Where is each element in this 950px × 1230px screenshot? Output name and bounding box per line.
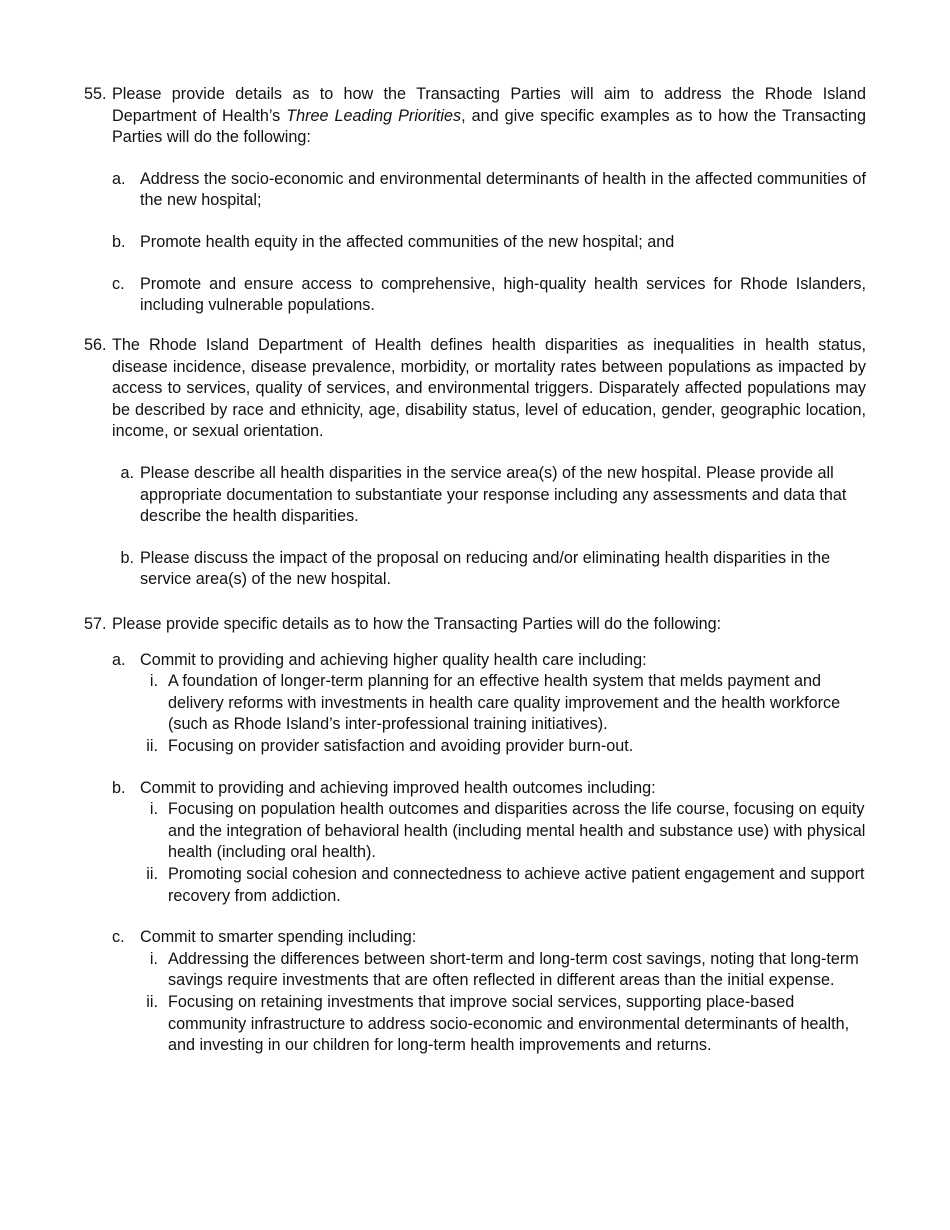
roman-item-text: Promoting social cohesion and connectedness to achieve active patient engagement and support recovery from addiction. xyxy=(168,864,865,905)
roman-numeral: ii. xyxy=(146,864,158,883)
sub-item-letter: c. xyxy=(112,274,125,293)
roman-item xyxy=(146,864,866,907)
sub-item xyxy=(112,548,866,591)
sub-item-letter: b. xyxy=(120,548,134,567)
question-number: 57. xyxy=(84,615,107,633)
question-55 xyxy=(84,84,866,317)
sub-item xyxy=(112,650,866,672)
sub-item-letter: a. xyxy=(112,169,126,188)
sub-item-letter: c. xyxy=(112,928,125,947)
question-number: 56. xyxy=(84,336,107,354)
sub-item xyxy=(112,169,866,212)
sub-item-text: Commit to providing and achieving higher quality health care including: xyxy=(140,650,647,669)
question-text-part: Please provide details as to how the Transacting Parties will aim to address the Rhode Island Department of Health’s xyxy=(112,85,866,125)
question-57 xyxy=(84,614,866,1057)
sub-item-letter: a. xyxy=(112,650,126,669)
roman-item-text: Focusing on population health outcomes and disparities across the life course, focusing on equity and the integration of behavioral health (including mental health and substance use) with physical health (including oral health). xyxy=(168,800,866,862)
sub-item xyxy=(112,778,866,800)
roman-item xyxy=(149,949,866,992)
roman-item xyxy=(146,992,866,1057)
question-text: The Rhode Island Department of Health defines health disparities as inequalities in health status, disease incidence, disease prevalence, morbidity, or mortality rates between populations as impacted by access to services, quality of services, and environmental triggers. Disparately affected populations may be described by race and ethnicity, age, disability status, level of education, gender, geographic location, income, or sexual orientation. xyxy=(112,336,866,441)
roman-numeral: ii. xyxy=(146,736,158,755)
sub-item xyxy=(112,463,866,528)
sub-item-letter: a. xyxy=(120,463,134,482)
roman-item xyxy=(146,736,866,758)
roman-numeral: i. xyxy=(149,800,158,819)
sub-item xyxy=(112,274,866,317)
roman-item xyxy=(149,671,866,736)
sub-item-letter: b. xyxy=(112,778,126,797)
question-text xyxy=(112,84,866,149)
italic-title: Three Leading Priorities xyxy=(286,106,462,125)
roman-item-text: Focusing on retaining investments that improve social services, supporting place-based community infrastructure to address socio-economic and environmental determinants of health, and investing in our children for long-term health improvements and returns. xyxy=(168,992,850,1055)
sub-item-text: Please discuss the impact of the proposal on reducing and/or eliminating health disparities in the service area(s) of the new hospital. xyxy=(140,548,831,589)
sub-item xyxy=(112,927,866,949)
question-text-part: , and give specific examples as to how the Transacting Parties will do the following: xyxy=(112,106,866,147)
roman-numeral: i. xyxy=(149,949,158,968)
sub-item-text: Promote and ensure access to comprehensive, high-quality health services for Rhode Islanders, including vulnerable populations. xyxy=(140,274,866,315)
question-56 xyxy=(84,335,866,591)
roman-item xyxy=(149,799,866,864)
question-number: 55. xyxy=(84,85,107,103)
sub-item-letter: b. xyxy=(112,232,126,251)
roman-numeral: i. xyxy=(149,672,158,691)
sub-item-text: Commit to providing and achieving improved health outcomes including: xyxy=(140,778,656,797)
roman-item-text: Focusing on provider satisfaction and avoiding provider burn-out. xyxy=(168,736,634,755)
roman-item-text: Addressing the differences between short-term and long-term cost savings, noting that long-term savings require investments that are often reflected in different areas than the initial expense. xyxy=(168,949,859,990)
roman-item-text: A foundation of longer-term planning for an effective health system that melds payment and delivery reforms with investments in health care quality improvement and the health workforce (such as Rhode Island’s inter-professional training initiatives). xyxy=(168,672,841,734)
sub-item-text: Promote health equity in the affected communities of the new hospital; and xyxy=(140,232,675,251)
roman-numeral: ii. xyxy=(146,992,158,1011)
sub-item xyxy=(112,232,866,254)
sub-item-text: Please describe all health disparities in the service area(s) of the new hospital. Please provide all appropriate documentation to substantiate your response including any assessments and data that describe the health disparities. xyxy=(140,463,847,526)
sub-item-text: Address the socio-economic and environmental determinants of health in the affected communities of the new hospital; xyxy=(140,169,866,210)
question-text: Please provide specific details as to how the Transacting Parties will do the following: xyxy=(112,615,722,633)
sub-item-text: Commit to smarter spending including: xyxy=(140,928,417,947)
